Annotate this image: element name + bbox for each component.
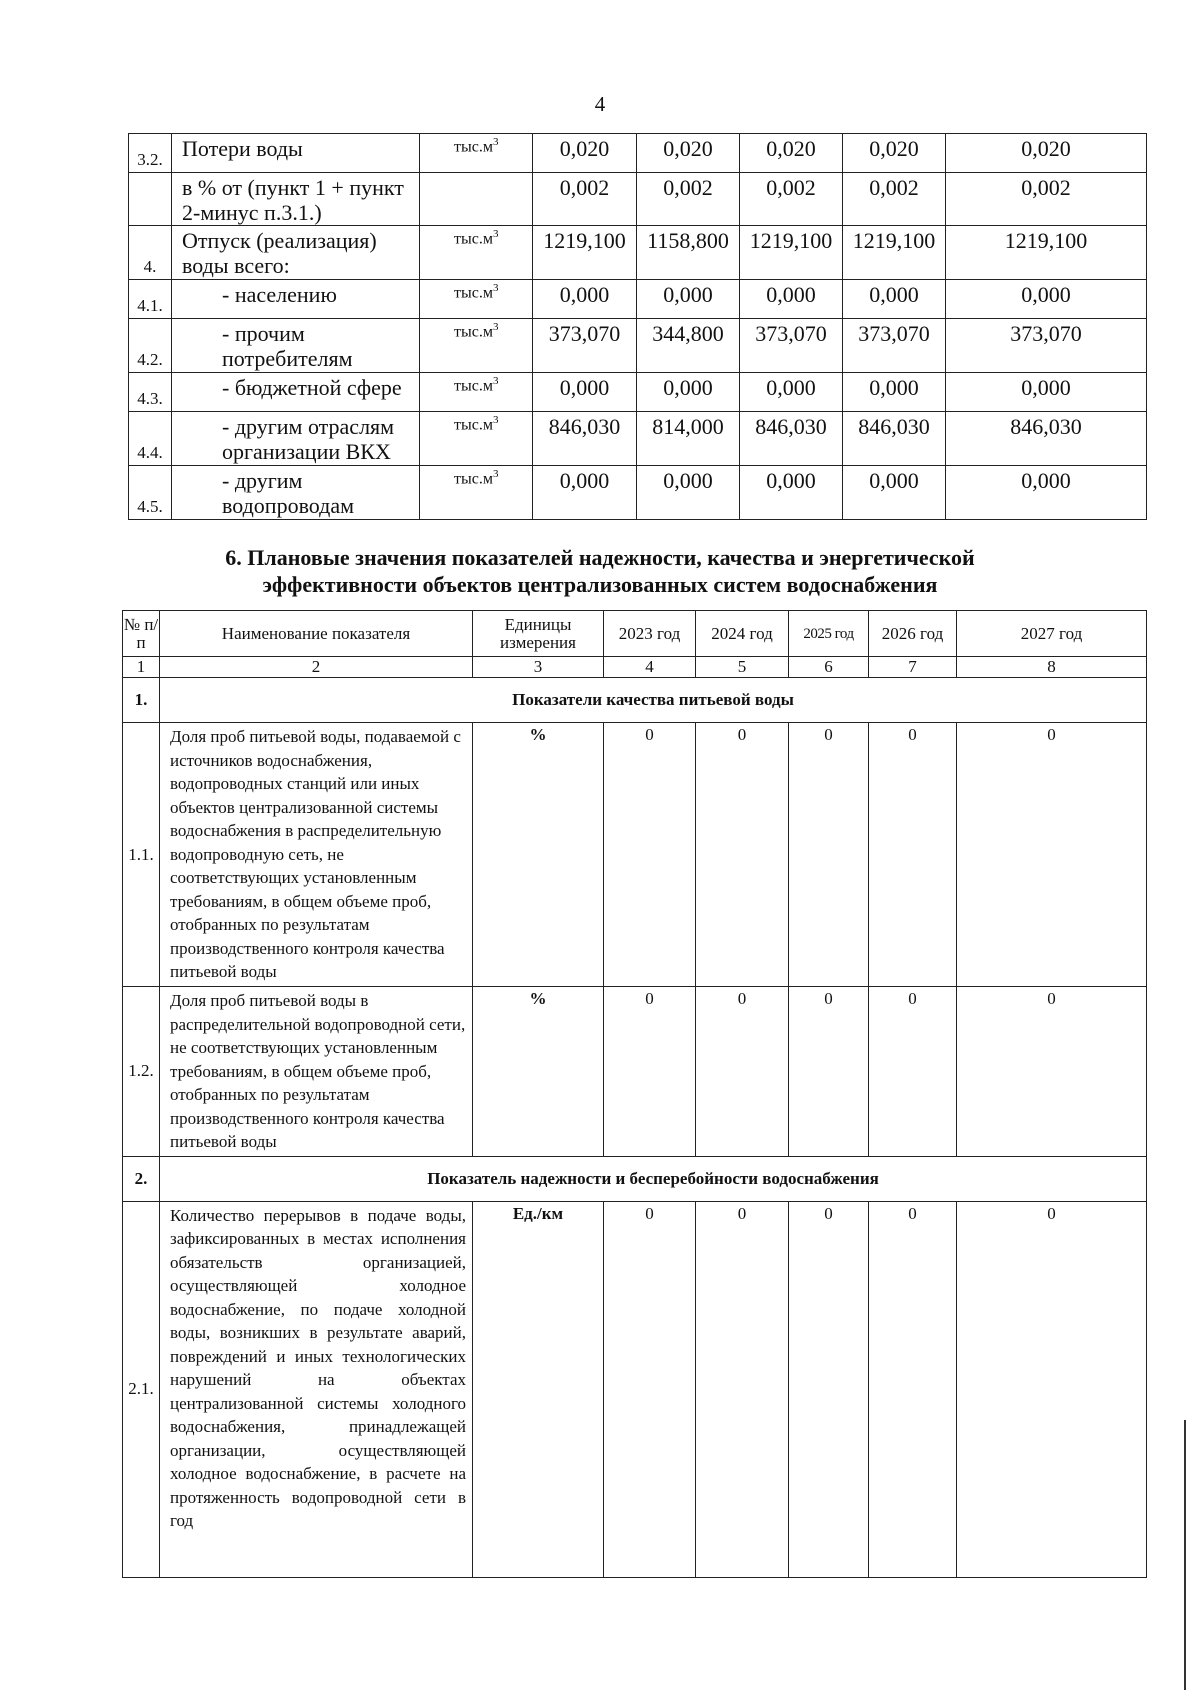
unit-cell xyxy=(420,173,533,226)
row-name: - другим отраслям организации ВКХ xyxy=(172,412,420,466)
value-cell: 0,000 xyxy=(843,280,946,319)
table-row xyxy=(129,466,1147,520)
table-row xyxy=(129,373,1147,412)
value-cell: 0,000 xyxy=(740,466,843,520)
header-name: Наименование показателя xyxy=(160,611,473,657)
index-cell: 7 xyxy=(869,657,957,678)
indicators-table xyxy=(122,610,1147,1578)
header-unit: Единицы измерения xyxy=(473,611,604,657)
section-title-reliability: Показатель надежности и бесперебойности водоснабжения xyxy=(160,1156,1147,1201)
value-cell: 373,070 xyxy=(946,319,1147,373)
value-cell: 0,000 xyxy=(843,466,946,520)
value-2026: 0 xyxy=(869,1201,957,1577)
header-2023: 2023 год xyxy=(604,611,696,657)
value-cell: 814,000 xyxy=(637,412,740,466)
value-cell: 0,020 xyxy=(740,134,843,173)
row-number: 1.2. xyxy=(123,987,160,1157)
section-row-reliability xyxy=(123,1156,1147,1201)
table-row xyxy=(123,723,1147,987)
value-2026: 0 xyxy=(869,723,957,987)
value-cell: 373,070 xyxy=(843,319,946,373)
value-2025: 0 xyxy=(789,723,869,987)
unit-cell: Ед./км xyxy=(473,1201,604,1577)
unit-cell: $тыс.м^3$ xyxy=(420,319,533,373)
water-balance-table xyxy=(128,133,1147,520)
row-number: 4.4. xyxy=(129,412,172,466)
row-name: Отпуск (реализация) воды всего: xyxy=(172,226,420,280)
value-2023: 0 xyxy=(604,1201,696,1577)
value-cell: 1158,800 xyxy=(637,226,740,280)
value-cell: 0,002 xyxy=(843,173,946,226)
row-number: 4. xyxy=(129,226,172,280)
index-cell: 5 xyxy=(696,657,789,678)
value-cell: 0,002 xyxy=(946,173,1147,226)
value-2026: 0 xyxy=(869,987,957,1157)
section-title-line1: 6. Плановые значения показателей надежности, качества и энергетической xyxy=(225,545,975,570)
row-number: 4.2. xyxy=(129,319,172,373)
unit-cell: $тыс.м^3$ xyxy=(420,466,533,520)
table-row xyxy=(123,1201,1147,1577)
section-row-quality xyxy=(123,678,1147,723)
value-2027: 0 xyxy=(957,1201,1147,1577)
value-cell: 0,002 xyxy=(533,173,637,226)
value-cell: 0,000 xyxy=(843,373,946,412)
unit-cell: $тыс.м^3$ xyxy=(420,226,533,280)
row-number: 4.1. xyxy=(129,280,172,319)
section-num: 2. xyxy=(123,1156,160,1201)
table-row xyxy=(129,319,1147,373)
index-cell: 2 xyxy=(160,657,473,678)
value-cell: 0,000 xyxy=(533,373,637,412)
value-cell: 0,000 xyxy=(637,280,740,319)
indicator-description: Количество перерывов в подаче воды, зафиксированных в местах исполнения обязательств организацией, осуществляющей холодное водоснабжение, по подаче холодной воды, возникших в результате аварий, повреждений и иных технологических нарушений на объектах централизованной системы холодного водоснабжения, принадлежащей организации, осуществляющей холодное водоснабжение, в расчете на протяженность водопроводной сети в год xyxy=(160,1201,473,1577)
header-row xyxy=(123,611,1147,657)
unit-cell: $тыс.м^3$ xyxy=(420,373,533,412)
value-cell: 846,030 xyxy=(843,412,946,466)
value-cell: 846,030 xyxy=(533,412,637,466)
table-row xyxy=(123,987,1147,1157)
header-2026: 2026 год xyxy=(869,611,957,657)
section-title xyxy=(0,544,1200,598)
value-cell: 0,000 xyxy=(740,280,843,319)
section-title-quality: Показатели качества питьевой воды xyxy=(160,678,1147,723)
index-cell: 3 xyxy=(473,657,604,678)
page-number: 4 xyxy=(594,92,606,116)
value-cell: 0,000 xyxy=(533,466,637,520)
value-2027: 0 xyxy=(957,723,1147,987)
value-2023: 0 xyxy=(604,987,696,1157)
unit-cell: $тыс.м^3$ xyxy=(420,134,533,173)
value-cell: 0,000 xyxy=(946,373,1147,412)
index-cell: 4 xyxy=(604,657,696,678)
row-name: в % от (пункт 1 + пункт 2-минус п.3.1.) xyxy=(172,173,420,226)
indicator-description: Доля проб питьевой воды в распределительной водопроводной сети, не соответствующих установленным требованиям, в общем объеме проб, отобранных по результатам производственного контроля качества питьевой воды xyxy=(160,987,473,1157)
value-cell: 344,800 xyxy=(637,319,740,373)
row-number: 4.3. xyxy=(129,373,172,412)
table-row xyxy=(129,412,1147,466)
row-name: - бюджетной сфере xyxy=(172,373,420,412)
value-cell: 0,000 xyxy=(946,280,1147,319)
value-2024: 0 xyxy=(696,723,789,987)
indicator-description: Доля проб питьевой воды, подаваемой с источников водоснабжения, водопроводных станций или иных объектов централизованной системы водоснабжения в распределительную водопроводную сеть, не соответствующих установленным требованиям, в общем объеме проб, отобранных по результатам производственного контроля качества питьевой воды xyxy=(160,723,473,987)
scan-edge-line xyxy=(1184,1420,1186,1690)
value-cell: 0,002 xyxy=(637,173,740,226)
value-cell: 1219,100 xyxy=(946,226,1147,280)
header-2027: 2027 год xyxy=(957,611,1147,657)
value-cell: 0,000 xyxy=(740,373,843,412)
row-number: 1.1. xyxy=(123,723,160,987)
value-cell: 846,030 xyxy=(946,412,1147,466)
row-name: - другим водопроводам xyxy=(172,466,420,520)
value-cell: 0,000 xyxy=(946,466,1147,520)
row-name: - населению xyxy=(172,280,420,319)
row-number: 3.2. xyxy=(129,134,172,173)
value-cell: 1219,100 xyxy=(533,226,637,280)
unit-cell: $тыс.м^3$ xyxy=(420,412,533,466)
unit-cell: % xyxy=(473,723,604,987)
value-cell: 0,020 xyxy=(533,134,637,173)
value-2027: 0 xyxy=(957,987,1147,1157)
row-name: - прочим потребителям xyxy=(172,319,420,373)
value-cell: 0,020 xyxy=(637,134,740,173)
unit-cell: % xyxy=(473,987,604,1157)
value-2023: 0 xyxy=(604,723,696,987)
row-number: 4.5. xyxy=(129,466,172,520)
value-cell: 0,020 xyxy=(843,134,946,173)
header-num: № п/п xyxy=(123,611,160,657)
value-2024: 0 xyxy=(696,1201,789,1577)
table-row xyxy=(129,226,1147,280)
value-2025: 0 xyxy=(789,1201,869,1577)
row-number: 2.1. xyxy=(123,1201,160,1577)
value-cell: 0,002 xyxy=(740,173,843,226)
value-cell: 846,030 xyxy=(740,412,843,466)
table-row xyxy=(129,280,1147,319)
index-row xyxy=(123,657,1147,678)
index-cell: 1 xyxy=(123,657,160,678)
value-cell: 1219,100 xyxy=(740,226,843,280)
row-number xyxy=(129,173,172,226)
value-cell: 373,070 xyxy=(533,319,637,373)
header-2025: 2025 год xyxy=(789,611,869,657)
value-cell: 1219,100 xyxy=(843,226,946,280)
value-2024: 0 xyxy=(696,987,789,1157)
unit-cell: $тыс.м^3$ xyxy=(420,280,533,319)
value-cell: 0,000 xyxy=(637,373,740,412)
table-row xyxy=(129,134,1147,173)
index-cell: 8 xyxy=(957,657,1147,678)
section-num: 1. xyxy=(123,678,160,723)
section-title-line2: эффективности объектов централизованных систем водоснабжения xyxy=(262,572,938,597)
value-cell: 0,020 xyxy=(946,134,1147,173)
index-cell: 6 xyxy=(789,657,869,678)
value-2025: 0 xyxy=(789,987,869,1157)
value-cell: 0,000 xyxy=(637,466,740,520)
value-cell: 373,070 xyxy=(740,319,843,373)
value-cell: 0,000 xyxy=(533,280,637,319)
header-2024: 2024 год xyxy=(696,611,789,657)
row-name: Потери воды xyxy=(172,134,420,173)
table-row xyxy=(129,173,1147,226)
